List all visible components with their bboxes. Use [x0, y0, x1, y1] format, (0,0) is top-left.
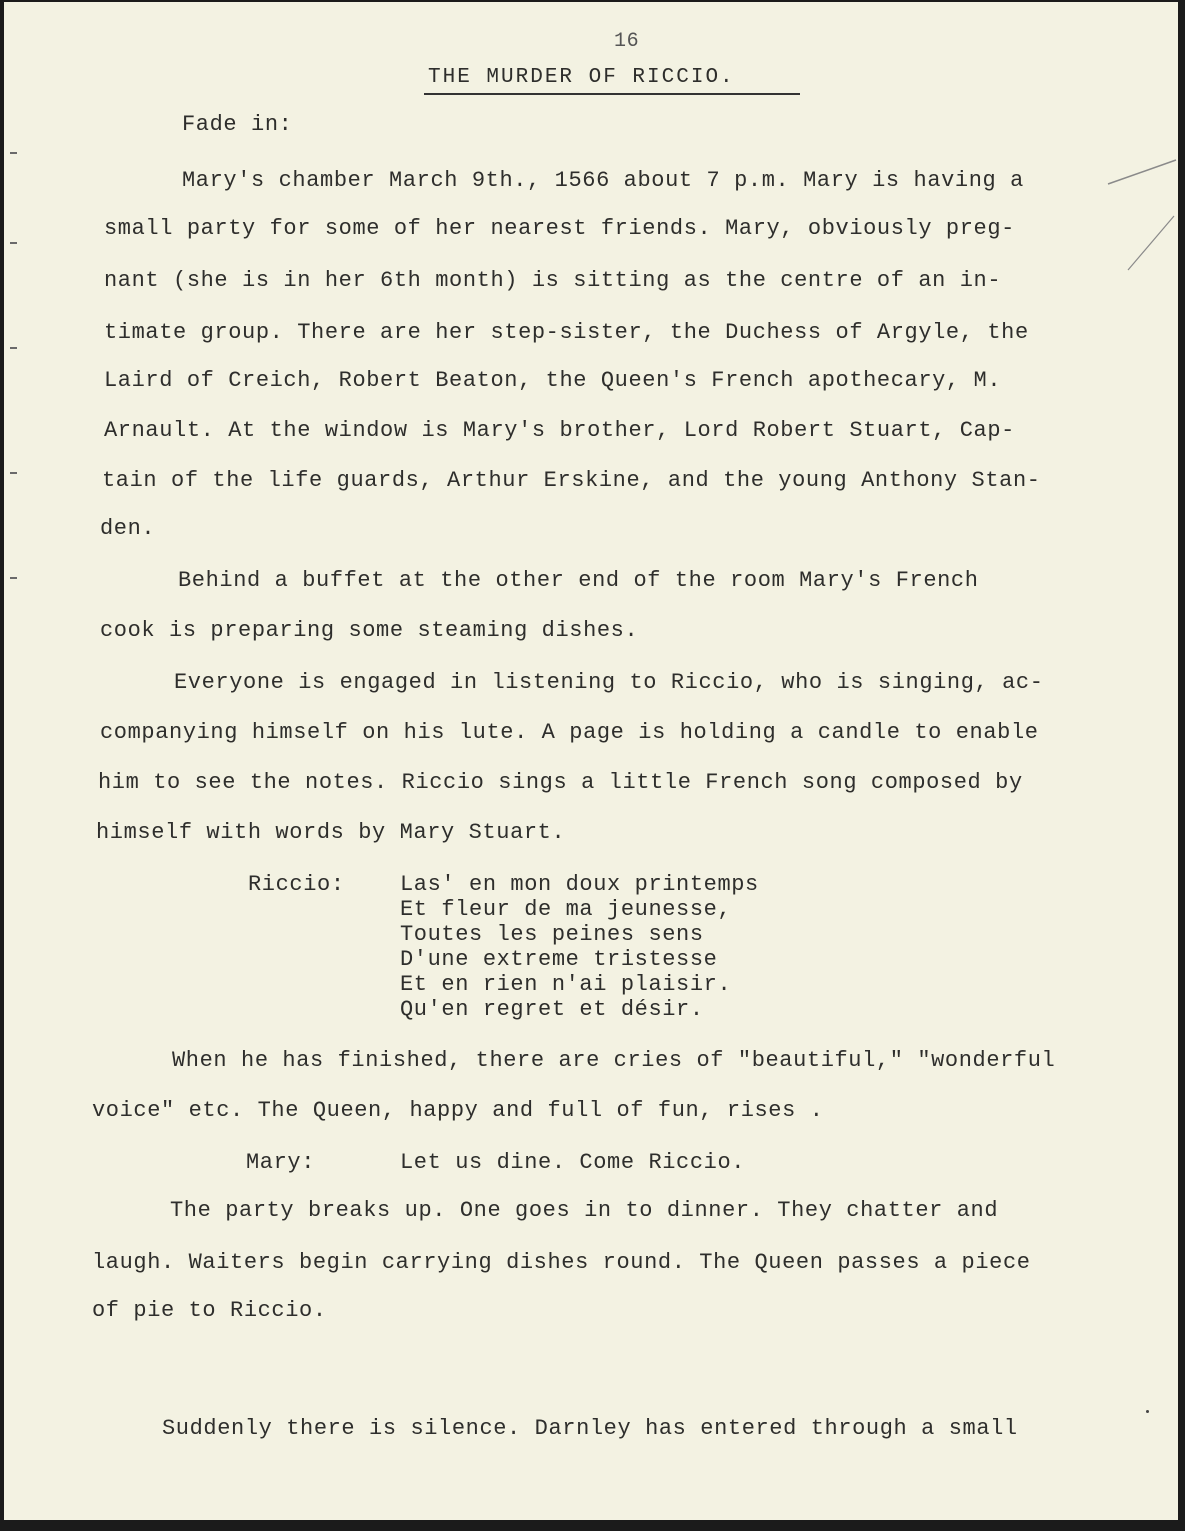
text-line: The party breaks up. One goes in to dinner. They chatter and — [170, 1198, 999, 1223]
margin-mark — [10, 347, 17, 349]
dialogue-line: Let us dine. Come Riccio. — [400, 1150, 746, 1175]
margin-mark — [10, 472, 17, 474]
text-line: small party for some of her nearest friends. Mary, obviously preg- — [104, 216, 1015, 241]
text-line: laugh. Waiters begin carrying dishes round. The Queen passes a piece — [92, 1250, 1031, 1275]
text-line: cook is preparing some steaming dishes. — [100, 618, 639, 643]
song-line: Et en rien n'ai plaisir. — [400, 972, 732, 997]
typewritten-page — [4, 2, 1178, 1520]
text-line: When he has finished, there are cries of "beautiful," "wonderful — [172, 1048, 1056, 1073]
text-line: timate group. There are her step-sister, the Duchess of Argyle, the — [104, 320, 1029, 345]
song-line: Toutes les peines sens — [400, 922, 704, 947]
text-line: Arnault. At the window is Mary's brother, Lord Robert Stuart, Cap- — [104, 418, 1015, 443]
speaker-mary: Mary: — [246, 1150, 316, 1175]
text-line: Behind a buffet at the other end of the room Mary's French — [178, 568, 979, 593]
margin-mark — [10, 152, 17, 154]
margin-mark — [10, 242, 17, 244]
title-underline — [424, 93, 800, 95]
text-line: of pie to Riccio. — [92, 1298, 327, 1323]
scene-direction: Fade in: — [182, 112, 293, 137]
text-line: him to see the notes. Riccio sings a little French song composed by — [98, 770, 1023, 795]
pencil-annotation — [1098, 152, 1178, 292]
text-line: Suddenly there is silence. Darnley has entered through a small — [162, 1416, 1018, 1441]
text-line: Everyone is engaged in listening to Riccio, who is singing, ac- — [174, 670, 1044, 695]
text-line: companying himself on his lute. A page is holding a candle to enable — [100, 720, 1039, 745]
text-line: himself with words by Mary Stuart. — [96, 820, 566, 845]
text-line: tain of the life guards, Arthur Erskine, and the young Anthony Stan- — [102, 468, 1041, 493]
song-line: Las' en mon doux printemps — [400, 872, 759, 897]
page-title: THE MURDER OF RICCIO. — [428, 66, 735, 89]
margin-mark — [10, 577, 17, 579]
page-number: 16 — [614, 30, 640, 53]
text-line: Laird of Creich, Robert Beaton, the Queen's French apothecary, M. — [104, 368, 1002, 393]
ink-speck — [1146, 1410, 1149, 1413]
speaker-riccio: Riccio: — [248, 872, 345, 897]
song-line: D'une extreme tristesse — [400, 947, 718, 972]
text-line: voice" etc. The Queen, happy and full of fun, rises . — [92, 1098, 824, 1123]
text-line: Mary's chamber March 9th., 1566 about 7 p.m. Mary is having a — [182, 168, 1024, 193]
song-line: Et fleur de ma jeunesse, — [400, 897, 732, 922]
text-line: nant (she is in her 6th month) is sitting as the centre of an in- — [104, 268, 1002, 293]
text-line: den. — [100, 516, 156, 541]
song-line: Qu'en regret et désir. — [400, 997, 704, 1022]
